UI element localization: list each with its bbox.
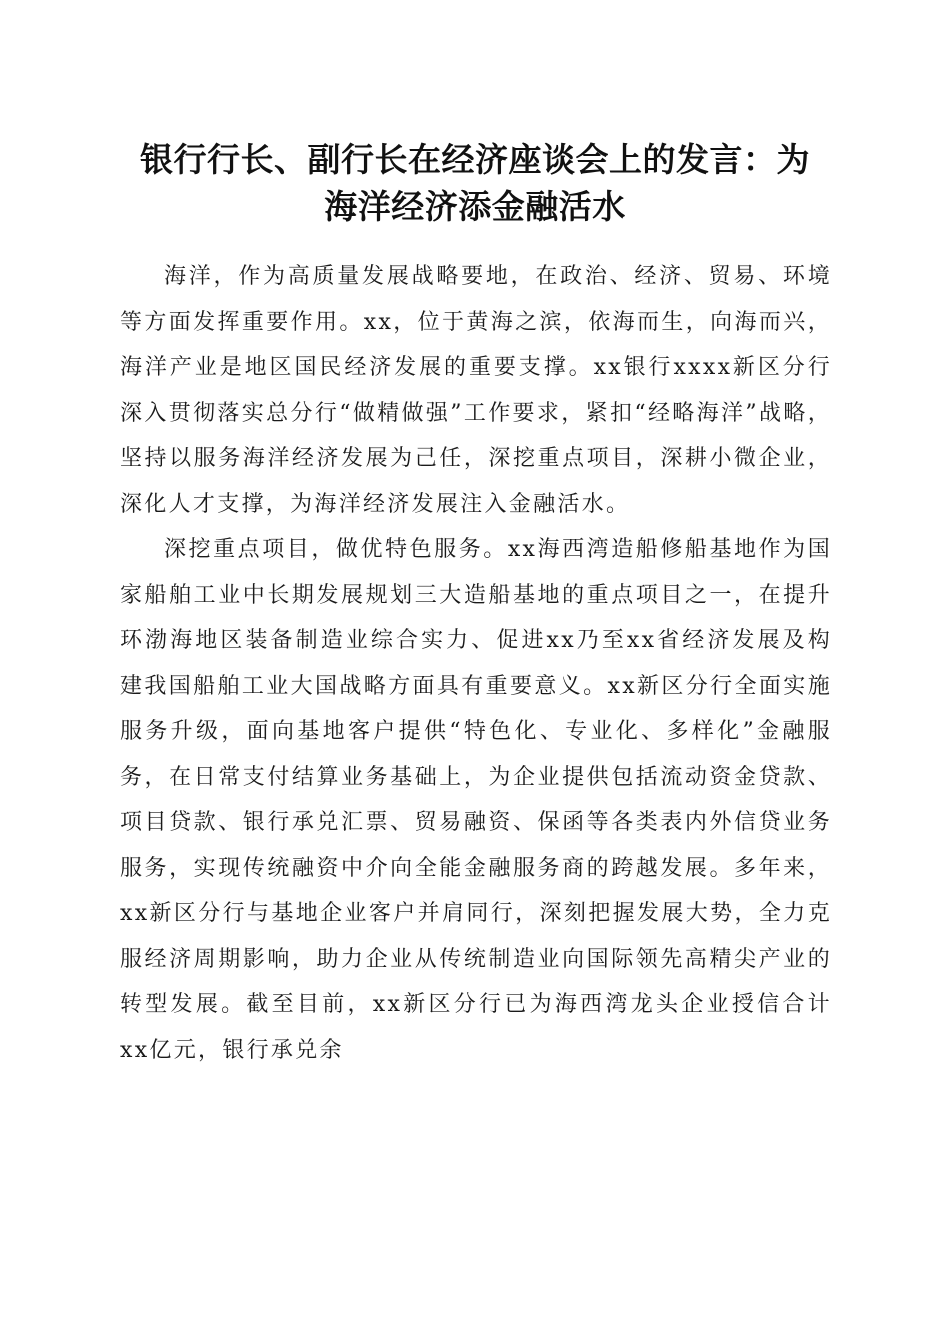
- document-body: [120, 254, 832, 1073]
- paragraph-intro: 海洋，作为高质量发展战略要地，在政治、经济、贸易、环境等方面发挥重要作用。xx，位于黄海之滨，依海而生，向海而兴，海洋产业是地区国民经济发展的重要支撑。xx银行xxxx新区分行深入贯彻落实总分行“做精做强”工作要求，紧扣“经略海洋”战略，坚持以服务海洋经济发展为己任，深挖重点项目，深耕小微企业，深化人才支撑，为海洋经济发展注入金融活水。: [120, 264, 832, 517]
- title-line-2: 海洋经济添金融活水: [324, 187, 626, 226]
- paragraph-key-projects: 深挖重点项目，做优特色服务。xx海西湾造船修船基地作为国家船舶工业中长期发展规划三大造船基地的重点项目之一，在提升环渤海地区装备制造业综合实力、促进xx乃至xx省经济发展及构建我国船舶工业大国战略方面具有重要意义。xx新区分行全面实施服务升级，面向基地客户提供“特色化、专业化、多样化”金融服务，在日常支付结算业务基础上，为企业提供包括流动资金贷款、项目贷款、银行承兑汇票、贸易融资、保函等各类表内外信贷业务服务，实现传统融资中介向全能金融服务商的跨越发展。多年来，xx新区分行与基地企业客户并肩同行，深刻把握发展大势，全力克服经济周期影响，助力企业从传统制造业向国际领先高精尖产业的转型发展。截至目前，xx新区分行已为海西湾龙头企业授信合计xx亿元，银行承兑余: [120, 537, 832, 1063]
- document-title: [110, 136, 840, 230]
- title-line-1: 银行行长、副行长在经济座谈会上的发言：为: [140, 140, 810, 179]
